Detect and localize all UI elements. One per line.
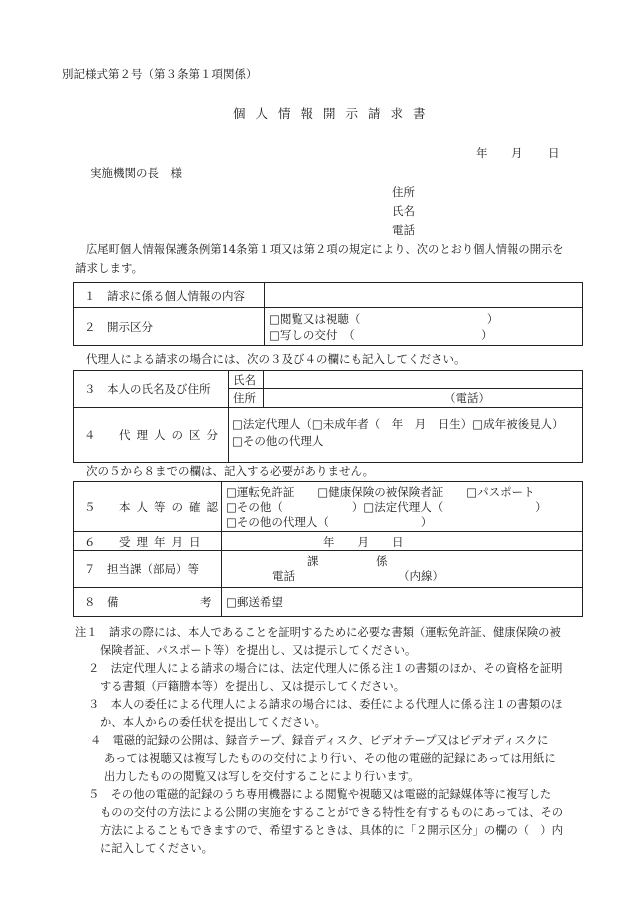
note-5-line-1: ５ その他の電磁的記録のうち専用機器による閲覧や視聴又は電磁的記録媒体等に複写した (88, 788, 552, 801)
table-divider (73, 307, 583, 308)
requester-name-label: 氏名 (392, 204, 415, 218)
table-divider (228, 370, 229, 463)
note-5-line-4: に記入してください。 (100, 842, 213, 855)
row8-label-end: 考 (200, 595, 212, 609)
department-extension: （内線） (398, 569, 444, 583)
requester-address-label: 住所 (392, 185, 415, 199)
note-4-line-2: あっては視聴又は複写したものの交付により行い、その他の電磁的記録にあっては用紙に (104, 752, 556, 765)
addressee: 実施機関の長 様 (90, 166, 182, 180)
receipt-date: 年 月 日 (323, 535, 404, 549)
mail-request-option[interactable]: □郵送希望 (226, 595, 283, 609)
principal-phone-label: （電話） (444, 391, 490, 405)
form-number: 別記様式第２号（第３条第１項関係） (62, 67, 258, 81)
other-agent-option[interactable]: □その他の代理人 (232, 434, 324, 448)
date-year: 年 (476, 146, 488, 160)
note-1-line-2: 保険者証、パスポート等）を提出し、又は提示してください。 (100, 644, 417, 657)
department-phone: 電話 (272, 569, 295, 583)
row1-label: １ 請求に係る個人情報の内容 (84, 289, 245, 303)
row3-label: ３ 本人の氏名及び住所 (84, 382, 211, 396)
row2-label: ２ 開示区分 (84, 320, 153, 334)
date-month: 月 (511, 146, 523, 160)
principal-address-label: 住所 (233, 391, 256, 405)
table-divider (73, 550, 583, 551)
requester-phone-label: 電話 (392, 223, 415, 237)
disclosure-option-view[interactable]: □閲覧又は視聴（ ） (269, 312, 499, 326)
id-check-line-3[interactable]: □その他の代理人（ ） (226, 515, 433, 529)
table-divider (228, 388, 583, 389)
intro-line-2: 請求します。 (75, 261, 144, 275)
note-5-line-2: ものの交付の方法による公開の実施をすることができる特性を有するものにあっては、その (100, 806, 564, 819)
id-check-line-2[interactable]: □その他（ ）□法定代理人（ ） (226, 500, 547, 514)
row5-label: ５ 本人等の確認 (84, 500, 224, 514)
note-2-line-2: する書類（戸籍謄本等）を提出し、又は提示してください。 (100, 680, 406, 693)
note-3-line-1: ３ 本人の委任による代理人による請求の場合には、委任による代理人に係る注１の書類のほ (88, 698, 563, 711)
intro-line-1: 広尾町個人情報保護条例第14条第１項又は第２項の規定により、次のとおり個人情報の開示を (86, 243, 564, 256)
table-divider (73, 531, 583, 532)
row4-label: ４ 代理人の区分 (84, 428, 224, 442)
table-divider (264, 282, 265, 346)
note-1-line-1: 注１ 請求の際には、本人であることを証明するために必要な書類（運転免許証、健康保険の被 (75, 626, 561, 639)
table-divider (73, 587, 583, 588)
table-divider (263, 370, 264, 407)
row7-label: ７ 担当課（部局）等 (84, 562, 199, 576)
table-divider (73, 407, 583, 408)
row8-label: ８ 備 (84, 595, 119, 609)
note-4-line-1: ４ 電磁的記録の公開は、録音テープ、録音ディスク、ビデオテープ又はビデオディスクに (90, 734, 549, 747)
page-title: 個人情報開示請求書 (233, 106, 436, 121)
id-check-line-1[interactable]: □運転免許証 □健康保険の被保険者証 □パスポート (226, 485, 535, 499)
fill-note: 次の５から８までの欄は、記入する必要がありません。 (86, 464, 375, 478)
department-section: 課 係 (307, 554, 388, 568)
principal-name-label: 氏名 (233, 373, 256, 387)
date-day: 日 (548, 146, 560, 160)
legal-agent-option[interactable]: □法定代理人（□未成年者（ 年 月 日生）□成年被後見人） (232, 417, 564, 431)
note-3-line-2: か、本人からの委任状を提出してください。 (100, 716, 326, 729)
row6-label: ６ 受理年月日 (84, 535, 207, 549)
note-2-line-1: ２ 法定代理人による請求の場合には、法定代理人に係る注１の書類のほか、その資格を証明 (88, 662, 563, 675)
note-5-line-3: 方法によることもできますので、希望するときは、具体的に「２開示区分」の欄の（ ）内 (100, 824, 563, 837)
agent-note: 代理人による請求の場合には、次の３及び４の欄にも記入してください。 (86, 352, 466, 366)
disclosure-option-copy[interactable]: □写しの交付 （ ） (269, 328, 493, 342)
note-4-line-3: 出力したものの閲覧又は写しを交付することにより行います。 (104, 770, 420, 783)
